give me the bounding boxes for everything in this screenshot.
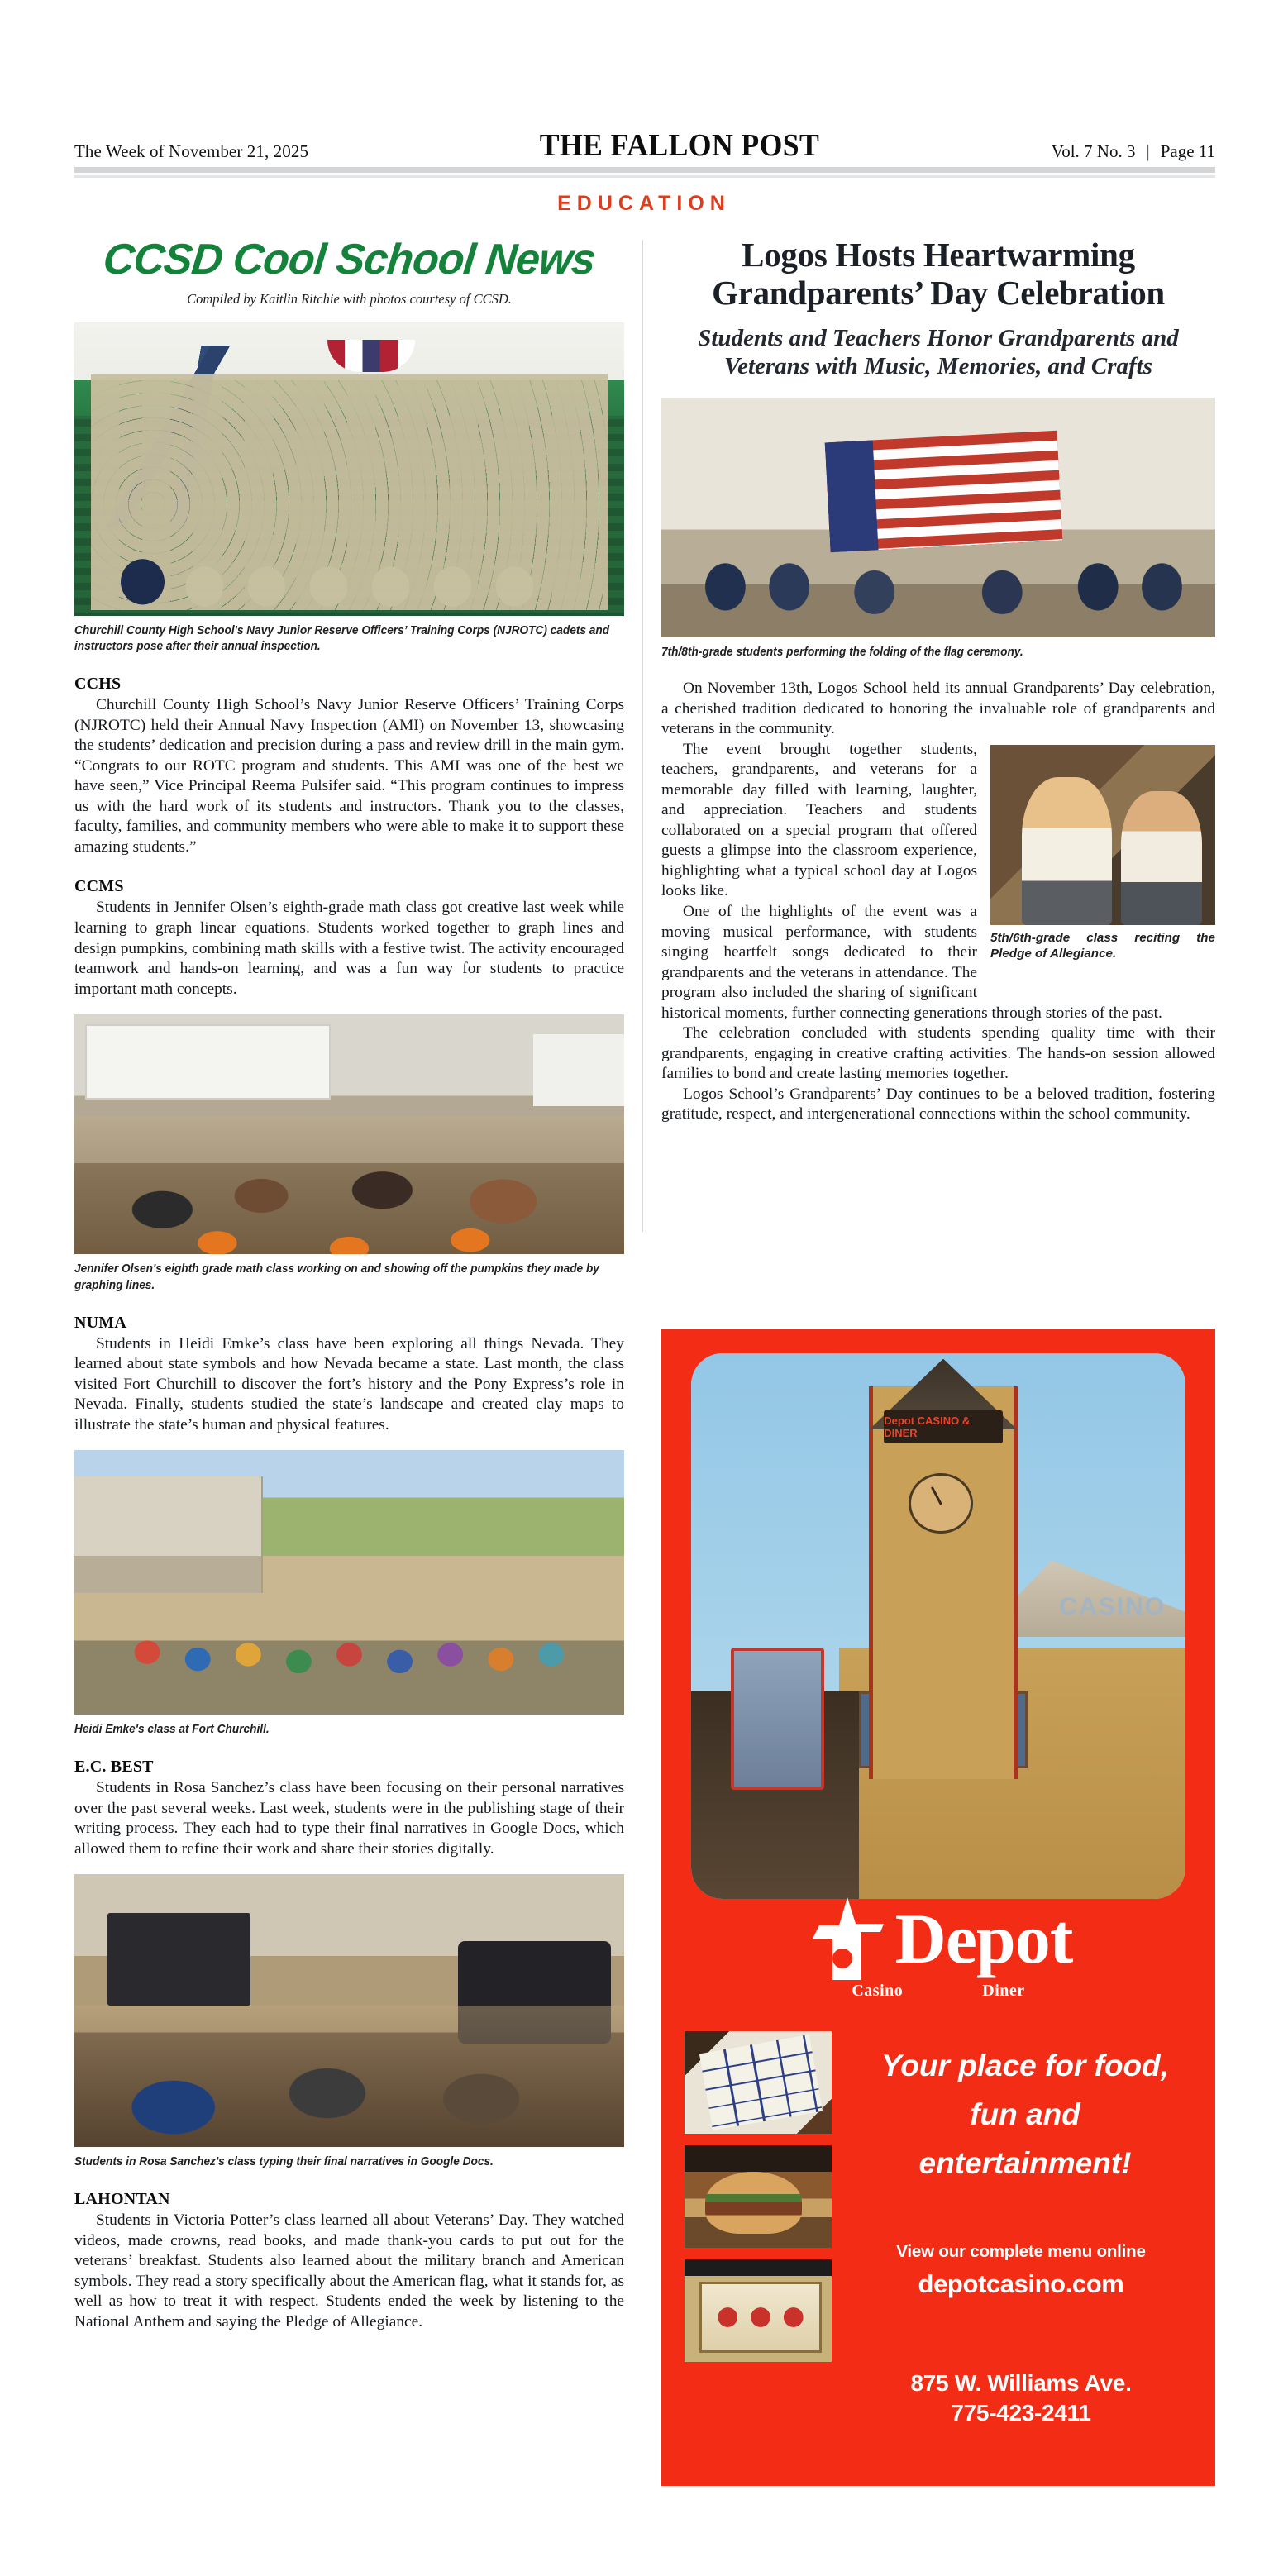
section-body-numa — [74, 1334, 624, 1436]
paragraph: Students in Victoria Potter’s class learned all about Veterans’ Day. They watched videos, made crowns, read books, and made thank-you cards to put out for the veterans’ breakfast. Students also learned about the military branch and American symbols. They read a story specifically about the American flag, what it stands for, as well as how to treat it with respect. Students ended the week by listening to the National Anthem and saying the Pledge of Allegiance. — [74, 2211, 624, 2330]
paragraph: Logos School’s Grandparents’ Day continues to be a beloved tradition, fostering gratitude, respect, and intergenerational connections within the school community. — [661, 1085, 1215, 1123]
ad-phone-number[interactable]: 775-423-2411 — [951, 2399, 1091, 2426]
section-body-ec-best — [74, 1778, 624, 1859]
masthead-separator: | — [1146, 141, 1150, 161]
pledge-photo-caption: 5th/6th-grade class reciting the Pledge of Allegiance. — [990, 930, 1215, 961]
section-body-lahontan — [74, 2211, 624, 2332]
burger-thumbnail — [685, 2145, 832, 2248]
njrotc-photo — [74, 322, 624, 616]
right-column — [661, 236, 1215, 1125]
article-subheadline: Students and Teachers Honor Grandparents and Veterans with Music, Memories, and Crafts — [698, 324, 1179, 380]
paragraph: Students in Jennifer Olsen’s eighth-grade math class got creative last week while learning to graph linear equations. Students worked together to graph lines and design pumpkins, combining math skills with a festive twist. The activity encouraged teamwork and hands-on learning, and was a fun way for students to practice important math concepts. — [74, 899, 624, 998]
depot-tower-sign: Depot CASINO & DINER — [884, 1410, 1003, 1443]
fort-churchill-photo — [74, 1450, 624, 1715]
ad-thumbnail-strip — [685, 2031, 832, 2373]
paragraph: One of the highlights of the event was a moving musical performance, with students singing heartfelt songs dedicated to their grandparents and the veterans in attendance. The program also included the sharing of significant historical moments, further connecting generations through stories of the past. — [661, 903, 1162, 1022]
flag-ceremony-photo-image — [661, 398, 1215, 637]
paragraph: The event brought together students, teachers, grandparents, and veterans for a memorable day filled with learning, laughter, and appreciation. Teachers and students collaborated on a special program that offered guests a glimpse into the classroom experience, highlighting what a typical school day at Logos looks like. — [661, 740, 977, 900]
casino-roof-lettering: CASINO — [1059, 1593, 1166, 1621]
fort-churchill-photo-image — [74, 1450, 624, 1715]
google-docs-photo-caption: Students in Rosa Sanchez's class typing their final narratives in Google Docs. — [74, 2154, 494, 2169]
section-heading-cchs: CCHS — [74, 675, 122, 694]
ad-website-url[interactable]: depotcasino.com — [918, 2269, 1124, 2298]
ccsd-cool-school-news-logo: CCSD Cool School News — [101, 236, 598, 284]
pledge-photo-wrapper — [990, 745, 1215, 993]
depot-star-house-icon — [804, 1896, 890, 1982]
depot-diner-label: Diner — [982, 1982, 1025, 2000]
clock-tower — [869, 1386, 1017, 1779]
bingo-thumbnail — [685, 2031, 832, 2134]
masthead-page: Page 11 — [1160, 141, 1215, 161]
flag-decor — [97, 346, 240, 527]
masthead-rule-thin — [74, 175, 1215, 178]
section-heading-ec-best: E.C. BEST — [74, 1758, 154, 1777]
flag-ceremony-photo — [661, 398, 1215, 637]
depot-logo — [661, 1896, 1215, 1982]
article-body — [661, 679, 1215, 1125]
masthead-volume: Vol. 7 No. 3 — [1051, 141, 1136, 161]
article-headline: Logos Hosts Heartwarming Grandparents’ Day Celebration — [712, 236, 1165, 312]
depot-casino-advertisement[interactable] — [661, 1329, 1215, 2486]
fort-churchill-photo-caption: Heidi Emke's class at Fort Churchill. — [74, 1722, 270, 1737]
google-docs-photo — [74, 1874, 624, 2147]
section-heading-ccms: CCMS — [74, 877, 124, 896]
masthead-meta — [1052, 141, 1215, 164]
section-heading-lahontan: LAHONTAN — [74, 2190, 170, 2209]
left-column — [74, 236, 624, 2332]
njrotc-photo-image — [74, 322, 624, 616]
section-heading-numa: NUMA — [74, 1313, 127, 1332]
paragraph: The celebration concluded with students spending quality time with their grandparents, engaging in creative crafting activities. The hands-on session allowed families to bond and create lasting memories together. — [661, 1024, 1215, 1083]
google-docs-photo-image — [74, 1874, 624, 2147]
ccsd-credit-line: Compiled by Kaitlin Ritchie with photos courtesy of CCSD. — [187, 290, 512, 307]
section-kicker: EDUCATION — [557, 192, 731, 215]
slot-machine-thumbnail — [685, 2259, 832, 2362]
depot-building-photo — [691, 1353, 1185, 1899]
pledge-photo-image — [990, 745, 1215, 925]
pumpkin-math-photo — [74, 1014, 624, 1254]
section-body-ccms — [74, 898, 624, 999]
paragraph: Students in Heidi Emke’s class have been exploring all things Nevada. They learned about state symbols and how Nevada became a state. Last month, the class visited Fort Churchill to discover the fort’s history and the Pony Express’s role in Nevada. Finally, students studied the state’s landscape and created clay maps to illustrate the state’s human and physical features. — [74, 1334, 624, 1433]
ad-menu-line: View our complete menu online — [896, 2242, 1146, 2261]
flag-ceremony-photo-caption: 7th/8th-grade students performing the folding of the flag ceremony. — [661, 645, 1023, 660]
clock-face-icon — [909, 1473, 973, 1534]
njrotc-photo-caption: Churchill County High School's Navy Junior Reserve Officers’ Training Corps (NJROTC) cadets and instructors pose after their annual inspection. — [74, 623, 610, 654]
depot-marquee-sign — [731, 1648, 825, 1790]
pumpkin-math-photo-image — [74, 1014, 624, 1254]
masthead-date: The Week of November 21, 2025 — [74, 141, 309, 161]
pumpkin-math-photo-caption: Jennifer Olsen's eighth grade math class working on and showing off the pumpkins they made by graphing lines. — [74, 1262, 599, 1292]
bunting-decor — [327, 340, 415, 372]
masthead-title: THE FALLON POST — [540, 128, 820, 163]
ad-street-address: 875 W. Williams Ave. — [910, 2370, 1132, 2396]
paragraph: On November 13th, Logos School held its annual Grandparents’ Day celebration, a cherished tradition dedicated to honoring the invaluable role of grandparents and veterans in the community. — [661, 680, 1215, 738]
depot-wordmark: Depot — [894, 1898, 1073, 1978]
masthead-rule-thick — [74, 167, 1215, 173]
paragraph: Churchill County High School’s Navy Junior Reserve Officers’ Training Corps (NJROTC) held their Annual Navy Inspection (AMI) on November 13, showcasing the students’ dedication and precision during a pass and review drill in the main gym. “Congrats to our ROTC program and students. This AMI was one of the best we have seen,” Vice Principal Reema Pulsifer said. “This program continues to impress us with the hard work of its students and instructors. Thank you to the classes, faculty, families, and community members who were able to make it to support these amazing students.” — [74, 696, 624, 856]
column-divider — [642, 240, 643, 1232]
masthead — [74, 122, 1215, 164]
paragraph: Students in Rosa Sanchez’s class have been focusing on their personal narratives over the past several weeks. Last week, students were in the publishing stage of their writing process. They each had to type their final narratives in Google Docs, which allowed them to refine their work and share their stories digitally. — [74, 1779, 624, 1858]
pledge-photo — [990, 745, 1215, 925]
depot-casino-label: Casino — [852, 1982, 904, 2000]
ad-tagline: Your place for food, fun and entertainment! — [880, 2049, 1170, 2181]
depot-logo-subtitles — [661, 1982, 1215, 2001]
ad-address-block — [827, 2368, 1215, 2428]
section-body-cchs — [74, 695, 624, 857]
